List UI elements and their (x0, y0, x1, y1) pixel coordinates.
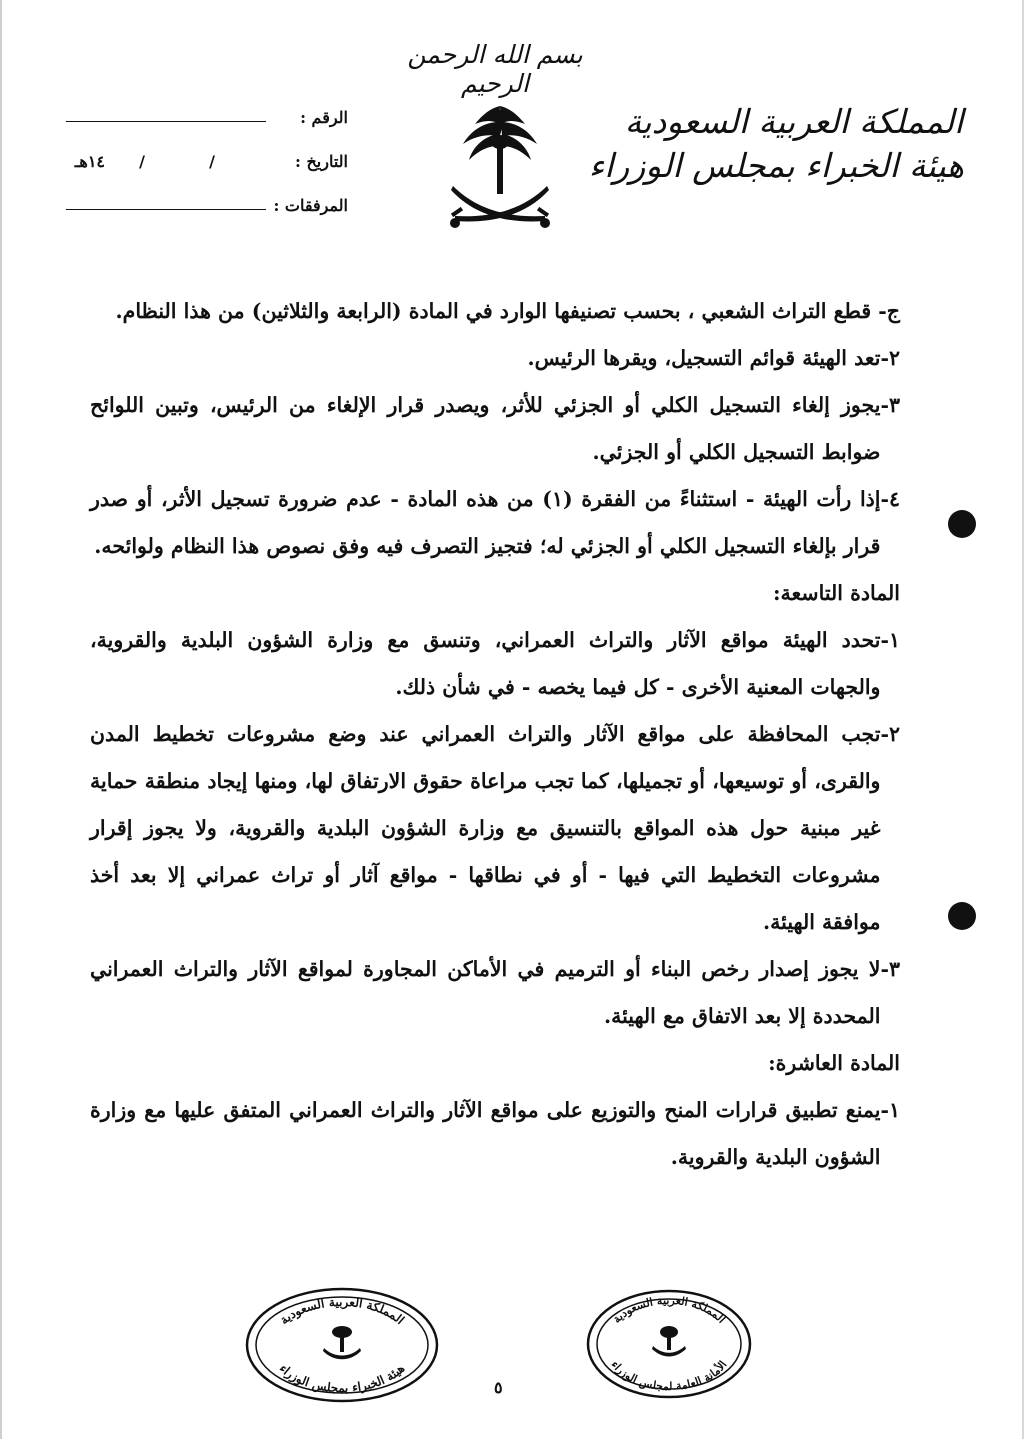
issuer-name (588, 100, 964, 188)
stamp-left-bottom-text: هيئة الخبراء بمجلس الوزراء (276, 1361, 408, 1396)
item-number: ٣- (880, 393, 900, 417)
scan-edge-left (0, 0, 2, 1439)
list-item (90, 382, 900, 476)
list-item (90, 1087, 900, 1181)
stamp-general-secretariat-icon (585, 1288, 753, 1400)
stamp-left-top-text: المملكة العربية السعودية (277, 1294, 408, 1328)
binder-hole-dot-icon (948, 510, 976, 538)
item-number: ٢- (880, 346, 900, 370)
svg-text:هيئة الخبراء بمجلس الوزراء (277, 1361, 408, 1395)
item-number: ١- (880, 628, 900, 652)
reference-line (66, 121, 266, 122)
list-item (90, 617, 900, 711)
stamp-experts-commission-icon (244, 1286, 440, 1404)
item-text: لا يجوز إصدار رخص البناء أو الترميم في الأماكن المجاورة لمواقع الآثار والتراث العمراني المحددة إلا بعد الاتفاق مع الهيئة. (90, 957, 881, 1028)
item-text: يجوز إلغاء التسجيل الكلي أو الجزئي للأثر، ويصدر قرار الإلغاء من الرئيس، وتبين اللوائح ضوابط التسجيل الكلي أو الجزئي. (90, 393, 881, 464)
attachments-label: المرفقات : (273, 196, 348, 215)
document-body (90, 288, 900, 1181)
article-10-heading: المادة العاشرة: (768, 1051, 900, 1075)
authority-name: هيئة الخبراء بمجلس الوزراء (588, 146, 964, 185)
svg-text:المملكة العربية السعودية (277, 1295, 407, 1327)
reference-label: الرقم : (300, 108, 348, 127)
palm-swords-emblem-icon (445, 100, 555, 248)
stamp-emblem-icon (652, 1326, 686, 1357)
list-item (90, 711, 900, 946)
stamp-right-top-text: المملكة العربية السعودية (610, 1293, 729, 1326)
date-row (58, 152, 348, 196)
item-number: ٤- (880, 487, 900, 511)
attachments-row (58, 196, 348, 240)
item-number: ٣- (880, 957, 900, 981)
list-item (90, 946, 900, 1040)
item-text: تجب المحافظة على مواقع الآثار والتراث العمراني عند وضع مشروعات تخطيط المدن والقرى، أو توسيعها، أو تجميلها، كما تجب مراعاة حقوق الارتفاق لها، ومنها إيجاد منطقة حماية غير مبنية حول هذه المواقع بالتنسيق مع وزارة الشؤون البلدية والقروية، ولا يجوز إقرار مشروعات التخطيط التي فيها - أو في نطاقها - مواقع آثار أو تراث عمراني إلا بعد أخذ موافقة الهيئة. (90, 722, 881, 934)
list-item (90, 335, 900, 382)
article-10-items (90, 1087, 900, 1181)
bismillah: بسم الله الرحمن الرحيم (407, 40, 583, 98)
date-separator: / (139, 152, 145, 171)
item-number: ١- (880, 1098, 900, 1122)
article-8-items (90, 335, 900, 570)
page-number: ٥ (494, 1378, 503, 1397)
article-9-heading: المادة التاسعة: (772, 581, 900, 605)
reference-row (58, 108, 348, 152)
paragraph-c: ج- قطع التراث الشعبي ، بحسب تصنيفها الوارد في المادة (الرابعة والثلاثين) من هذا النظام. (115, 299, 900, 323)
date-year-suffix: ١٤هـ (74, 152, 105, 171)
article-9-items (90, 617, 900, 1040)
date-separator: / (209, 152, 215, 171)
item-number: ٢- (880, 722, 900, 746)
binder-hole-dot-icon (948, 902, 976, 930)
svg-text:الأمانة العامة لمجلس الوزراء (608, 1358, 729, 1393)
item-text: يمنع تطبيق قرارات المنح والتوزيع على مواقع الآثار والتراث العمراني المتفق عليها مع وزارة الشؤون البلدية والقروية. (90, 1098, 881, 1169)
item-text: تعد الهيئة قوائم التسجيل، ويقرها الرئيس. (527, 346, 881, 370)
stamp-right-bottom-text: الأمانة العامة لمجلس الوزراء (608, 1358, 730, 1394)
item-text: إذا رأت الهيئة - استثناءً من الفقرة (١) من هذه المادة - عدم ضرورة تسجيل الأثر، أو صدر قرار بإلغاء التسجيل الكلي أو الجزئي له؛ فتجيز التصرف فيه وفق نصوص هذا النظام ولوائحه. (90, 487, 881, 558)
list-item (90, 476, 900, 570)
stamp-emblem-icon (323, 1326, 361, 1359)
kingdom-name: المملكة العربية السعودية (624, 102, 964, 141)
item-text: تحدد الهيئة مواقع الآثار والتراث العمراني، وتنسق مع وزارة الشؤون البلدية والقروية، والجهات المعنية الأخرى - كل فيما يخصه - في شأن ذلك. (90, 628, 881, 699)
date-label: التاريخ : (294, 152, 348, 171)
reference-block (58, 108, 348, 240)
attachments-line (66, 209, 266, 210)
